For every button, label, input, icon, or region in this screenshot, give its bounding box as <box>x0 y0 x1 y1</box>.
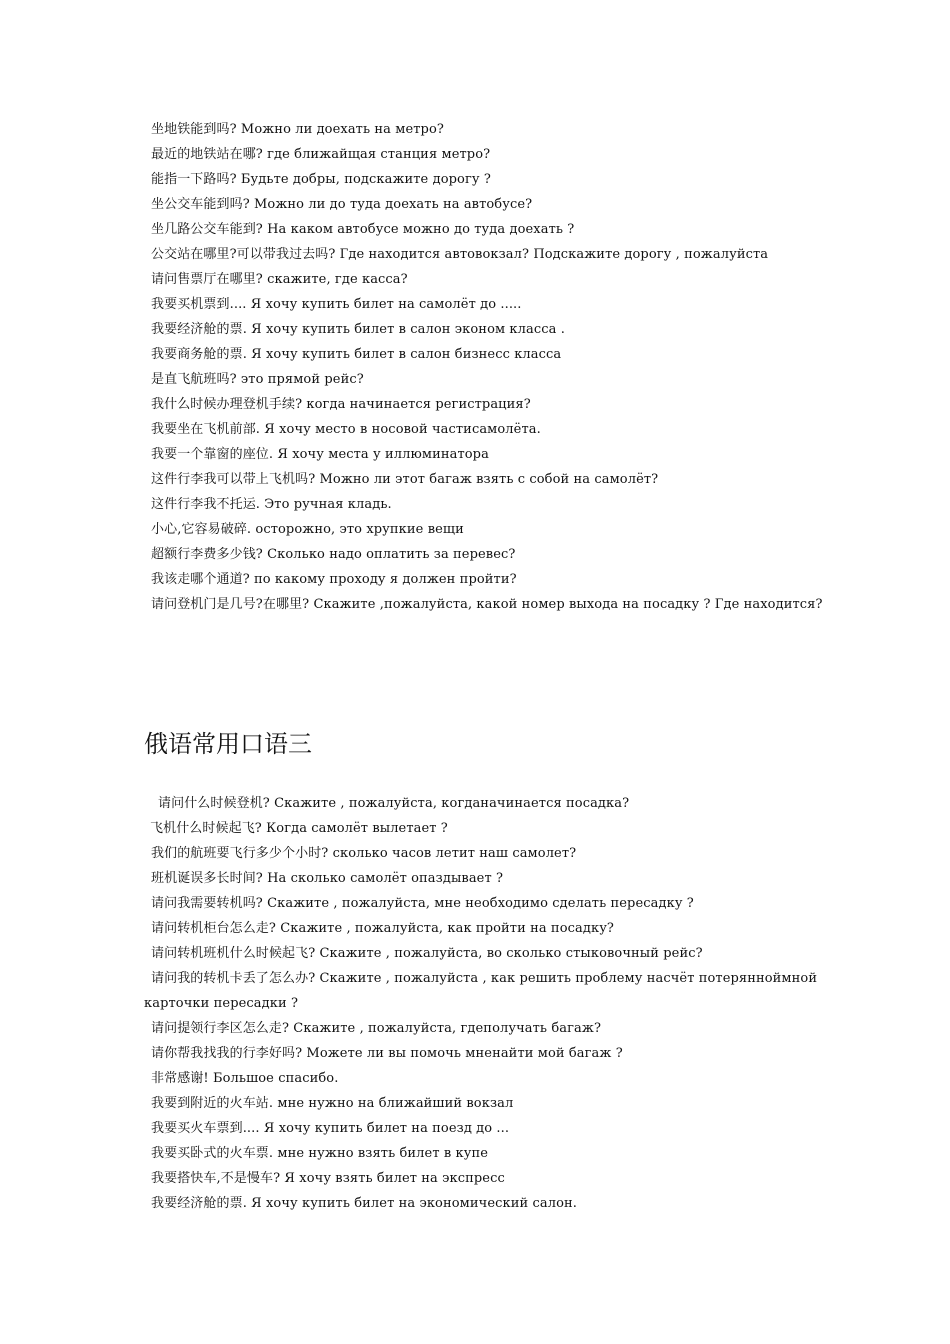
phrase-line: 我们的航班要飞行多少个小时? сколько часов летит наш самолет? <box>151 846 577 861</box>
phrase-line: 请你帮我找我的行李好吗? Можете ли вы помочь мненайти мой багаж ? <box>151 1046 623 1061</box>
phrase-line: 超额行李费多少钱? Сколько надо оплатить за перевес? <box>151 547 516 562</box>
phrase-line: 我要经济舱的票. Я хочу купить билет в салон эконом класса . <box>151 322 565 337</box>
phrase-line: 班机诞误多长时间? На сколько самолёт опаздывает ? <box>151 871 504 886</box>
phrase-line: 我该走哪个通道? по какому проходу я должен пройти? <box>151 572 517 587</box>
section-heading: 俄语常用口语三 <box>144 730 312 758</box>
phrase-line: 请问提领行李区怎么走? Скажите , пожалуйста, гдеполучать багаж? <box>151 1021 602 1036</box>
phrase-list-1 <box>0 117 950 617</box>
phrase-line: 这件行李我不托运. Это ручная кладь. <box>151 497 392 512</box>
phrase-line: 我要搭快车,不是慢车? Я хочу взять билет на экспресс <box>151 1171 505 1186</box>
phrase-line: 请问我的转机卡丢了怎么办? Скажите , пожалуйста , как решить проблему насчёт потерянноймной <box>151 971 818 986</box>
phrase-line: 坐公交车能到吗? Можно ли до туда доехать на автобусе? <box>151 197 533 212</box>
phrase-line: 非常感谢! Большое спасибо. <box>151 1071 339 1086</box>
phrase-line: 请问什么时候登机? Скажите , пожалуйста, когданачинается посадка? <box>158 796 630 811</box>
phrase-line: 我要经济舱的票. Я хочу купить билет на экономический салон. <box>151 1196 578 1211</box>
phrase-line: 坐几路公交车能到? На каком автобусе можно до туда доехать ? <box>151 222 575 237</box>
phrase-line: 我要到附近的火车站. мне нужно на ближайший вокзал <box>151 1096 514 1111</box>
phrase-line: 我什么时候办理登机手续? когда начинается регистрация? <box>151 397 531 412</box>
phrase-line: 我要坐在飞机前部. Я хочу место в носовой частисамолёта. <box>151 422 541 437</box>
phrase-line: 请问登机门是几号?在哪里? Скажите ,пожалуйста, какой номер выхода на посадку ? Где находится? <box>151 597 823 612</box>
phrase-line: 小心,它容易破碎. осторожно, это хрупкие вещи <box>151 522 464 537</box>
phrase-list-2 <box>0 791 950 1216</box>
phrase-line: 我要买火车票到.... Я хочу купить билет на поезд до ... <box>151 1121 510 1136</box>
phrase-line: 请问售票厅在哪里? скажите, где касса? <box>151 272 408 287</box>
phrase-line: 请问转机班机什么时候起飞? Скажите , пожалуйста, во сколько стыковочный рейс? <box>151 946 703 961</box>
phrase-line: 我要商务舱的票. Я хочу купить билет в салон бизнесс класса <box>151 347 562 362</box>
phrase-line: 最近的地铁站在哪? где ближайщая станция метро? <box>151 147 491 162</box>
phrase-line: 飞机什么时候起飞? Когда самолёт вылетает ? <box>150 821 448 836</box>
phrase-line: 能指一下路吗? Будьте добры, подскажите дорогу ? <box>151 172 491 187</box>
phrase-line: 我要买卧式的火车票. мне нужно взять билет в купе <box>151 1146 489 1161</box>
phrase-line: 坐地铁能到吗? Можно ли доехать на метро? <box>151 122 444 137</box>
phrase-line: 请问转机柜台怎么走? Скажите , пожалуйста, как пройти на посадку? <box>151 921 615 936</box>
phrase-line-continuation: карточки пересадки ? <box>144 996 299 1011</box>
phrase-line: 请问我需要转机吗? Скажите , пожалуйста, мне необходимо сделать пересадку ? <box>151 896 694 911</box>
phrase-line: 这件行李我可以带上飞机吗? Можно ли этот багаж взять с собой на самолёт? <box>151 472 659 487</box>
phrase-line: 我要一个靠窗的座位. Я хочу места у иллюминатора <box>151 447 489 462</box>
phrase-line: 公交站在哪里?可以带我过去吗? Где находится автовокзал? Подскажите дорогу , пожалуйста <box>151 247 769 262</box>
phrase-line: 是直飞航班吗? это прямой рейс? <box>151 372 364 387</box>
phrase-line: 我要买机票到.... Я хочу купить билет на самолёт до ..... <box>151 297 522 312</box>
